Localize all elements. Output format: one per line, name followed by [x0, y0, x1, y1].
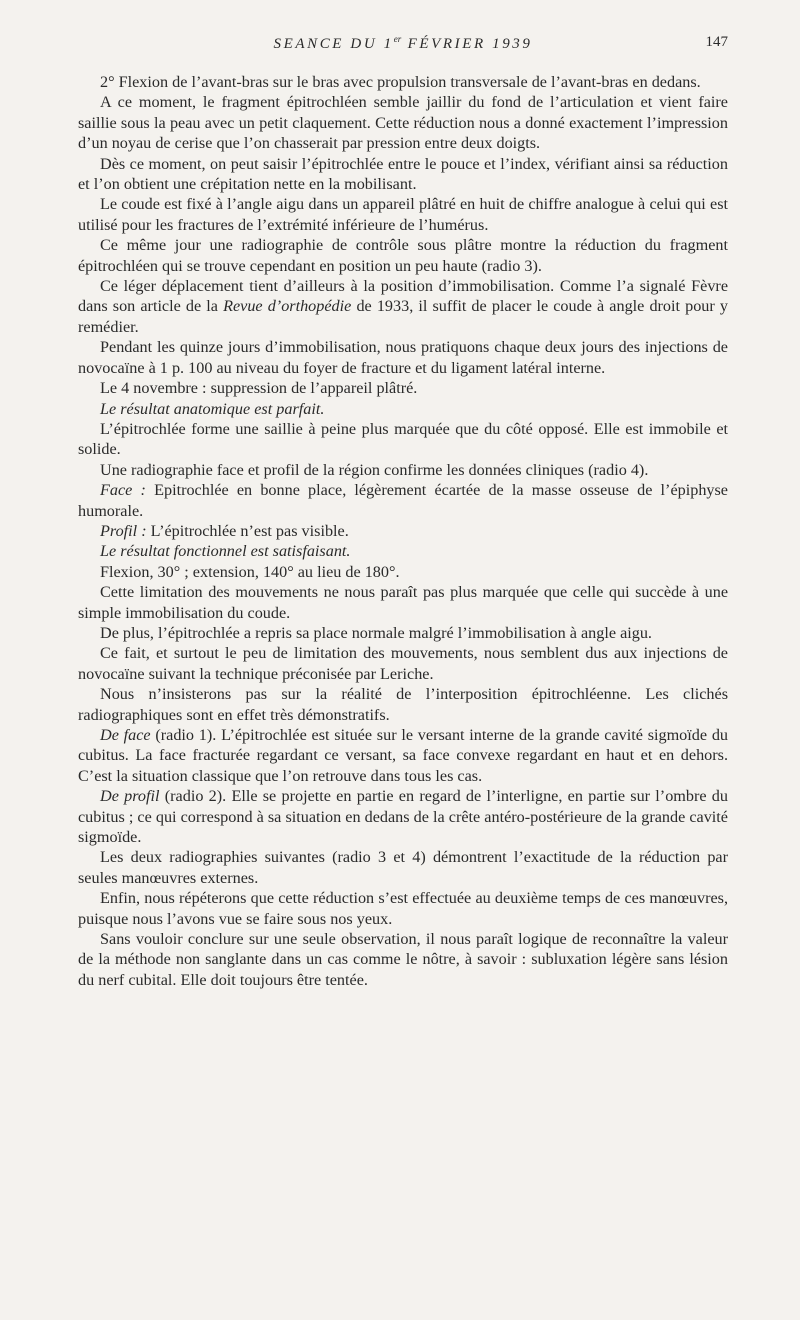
- paragraph-text: Une radiographie face et profil de la région confirme les données cliniques (radio 4).: [100, 460, 649, 479]
- paragraph: [78, 194, 728, 235]
- paragraph: [78, 684, 728, 725]
- paragraph-text: Epitrochlée en bonne place, légèrement écartée de la masse osseuse de l’épiphyse humorale.: [78, 481, 728, 520]
- paragraph-text: Cette limitation des mouvements ne nous paraît pas plus marquée que celle qui succède à une simple immobilisation du coude.: [78, 583, 728, 622]
- paragraph: [78, 399, 728, 419]
- italic-text: Revue d’orthopédie: [223, 297, 352, 316]
- italic-text: Le résultat anatomique est parfait.: [100, 399, 325, 418]
- paragraph: [78, 847, 728, 888]
- paragraph-text: Flexion, 30° ; extension, 140° au lieu de 180°.: [100, 562, 400, 581]
- paragraph: [78, 235, 728, 276]
- paragraph-text: De plus, l’épitrochlée a repris sa place normale malgré l’immobilisation à angle aigu.: [100, 623, 652, 642]
- paragraph: [78, 276, 728, 337]
- paragraph-text: 2° Flexion de l’avant-bras sur le bras avec propulsion transversale de l’avant-bras en dedans.: [100, 73, 701, 91]
- paragraph: [78, 378, 728, 398]
- paragraph-text: Nous n’insisterons pas sur la réalité de l’interposition épitrochléenne. Les clichés radiographiques sont en effet très démonstratifs.: [78, 685, 728, 724]
- paragraph: [78, 92, 728, 153]
- paragraph-text: L’épitrochlée n’est pas visible.: [146, 521, 349, 540]
- paragraph: [78, 562, 728, 582]
- italic-text: De profil: [100, 787, 160, 806]
- paragraph: [78, 786, 728, 847]
- paragraph-text: de 1933, il suffit de placer le coude à angle droit pour y remédier.: [78, 297, 728, 336]
- italic-text: Face :: [100, 481, 146, 500]
- paragraph: [78, 725, 728, 786]
- paragraph: [78, 929, 728, 990]
- paragraph-text: Ce fait, et surtout le peu de limitation des mouvements, nous semblent dus aux injections de novocaïne suivant la technique préconisée par Leriche.: [78, 644, 728, 683]
- paragraph-text: (radio 2). Elle se projette en partie en regard de l’interligne, en partie sur l’ombre du cubitus ; ce qui correspond à sa situation en dedans de la crête antéro-postérieure de la grande cavité sigmoïde.: [78, 787, 728, 847]
- page-number: 147: [705, 34, 728, 50]
- paragraph: [78, 419, 728, 460]
- italic-text: Profil :: [100, 521, 147, 540]
- paragraph: [78, 623, 728, 643]
- paragraph-text: Ce même jour une radiographie de contrôle sous plâtre montre la réduction du fragment épitrochléen qui se trouve cependant en position un peu haute (radio 3).: [78, 236, 728, 275]
- paragraph-text: Enfin, nous répéterons que cette réduction s’est effectuée au deuxième temps de ces manœuvres, puisque nous l’avons vue se faire sous nos yeux.: [78, 889, 728, 928]
- paragraph: [78, 337, 728, 378]
- paragraph-text: Pendant les quinze jours d’immobilisation, nous pratiquons chaque deux jours des injections de novocaïne à 1 p. 100 au niveau du foyer de fracture et du ligament latéral interne.: [78, 338, 728, 377]
- body-text: [78, 72, 728, 990]
- paragraph-text: (radio 1). L’épitrochlée est située sur le versant interne de la grande cavité sigmoïde du cubitus. La face fracturée regardant ce versant, sa face convexe regardant en haut et en dehors. C’est la situation classique que l’on retrouve dans tous les cas.: [78, 726, 729, 785]
- paragraph-text: Le coude est fixé à l’angle aigu dans un appareil plâtré en huit de chiffre analogue à celui qui est utilisé pour les fractures de l’extrémité inférieure de l’humérus.: [78, 195, 728, 234]
- paragraph-text: Dès ce moment, on peut saisir l’épitrochlée entre le pouce et l’index, vérifiant ainsi sa réduction et l’on obtient une crépitation nette en la mobilisant.: [78, 154, 728, 194]
- italic-text: De face: [100, 726, 151, 744]
- paragraph: [78, 521, 728, 541]
- paragraph-text: Le 4 novembre : suppression de l’appareil plâtré.: [100, 379, 418, 398]
- paragraph: [78, 888, 728, 929]
- paragraph-text: Ce léger déplacement tient d’ailleurs à la position d’immobilisation. Comme l’a signalé Fèvre dans son article de la: [78, 277, 728, 316]
- paragraph-text: Les deux radiographies suivantes (radio 3 et 4) démontrent l’exactitude de la réduction par seules manœuvres externes.: [78, 848, 728, 887]
- paragraph: [78, 643, 728, 684]
- paragraph-text: L’épitrochlée forme une saillie à peine plus marquée que du côté opposé. Elle est immobile et solide.: [78, 419, 728, 459]
- paragraph-text: Sans vouloir conclure sur une seule observation, il nous paraît logique de reconnaître la valeur de la méthode non sanglante dans un cas comme le nôtre, à savoir : subluxation légère sans lésion du nerf cubital. Elle doit toujours être tentée.: [78, 930, 728, 989]
- italic-text: Le résultat fonctionnel est satisfaisant.: [100, 542, 351, 561]
- paragraph-text: A ce moment, le fragment épitrochléen semble jaillir du fond de l’articulation et vient faire saillie sous la peau avec un petit claquement. Cette réduction nous a donné exactement l’impression d’un noyau de cerise que l’on chasserait par pression entre deux doigts.: [78, 93, 728, 153]
- page-header: [78, 34, 728, 58]
- paragraph: [78, 480, 728, 521]
- running-title: SEANCE DU 1er FÉVRIER 1939: [273, 34, 533, 52]
- paragraph: [78, 460, 728, 480]
- paragraph: [78, 541, 728, 561]
- paragraph: [78, 154, 728, 195]
- paragraph: [78, 582, 728, 623]
- paragraph: [78, 72, 728, 92]
